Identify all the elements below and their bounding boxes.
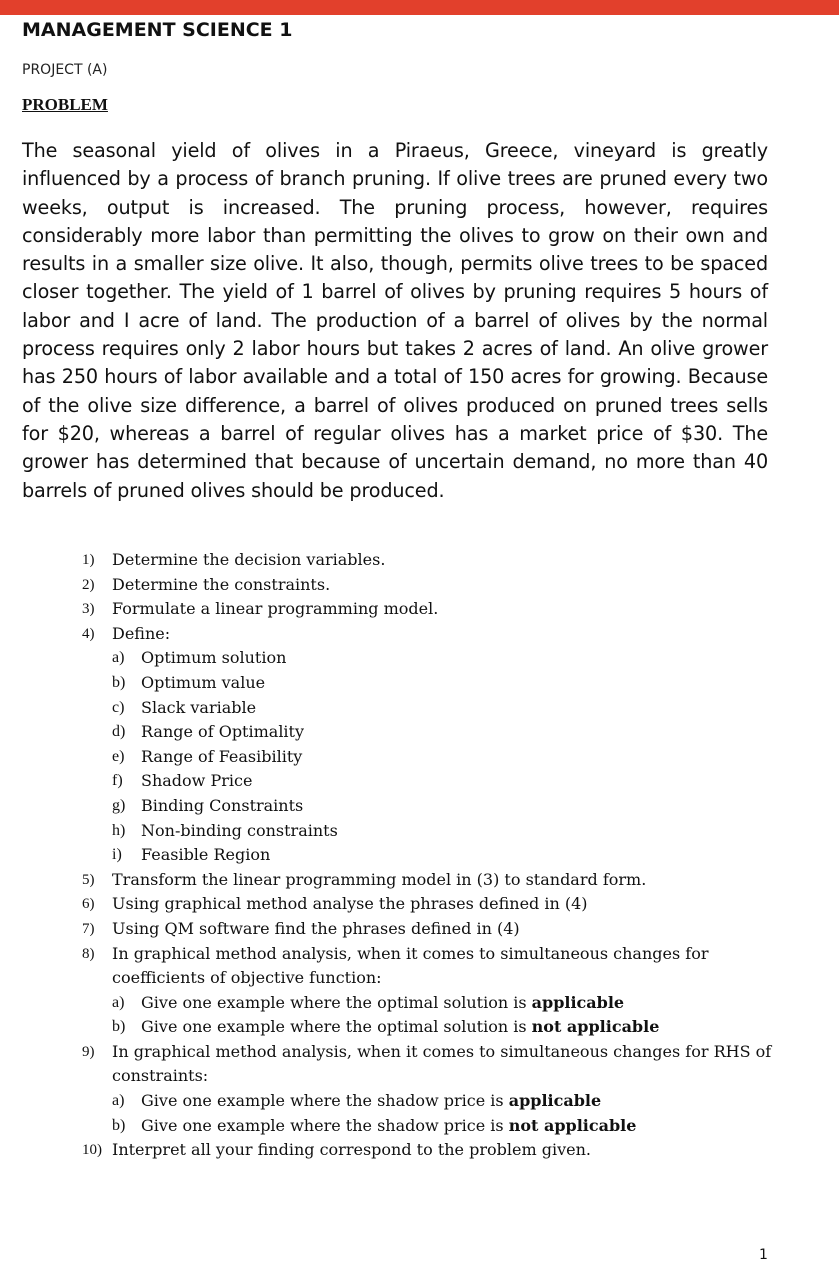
sub-question-label: b) <box>112 673 126 691</box>
sub-question-item <box>82 745 772 770</box>
question-item <box>82 917 772 942</box>
question-number: 5) <box>82 871 95 888</box>
sub-question-item <box>82 991 772 1016</box>
question-number: 1) <box>82 552 95 568</box>
sub-question-text: Optimum value <box>141 672 266 692</box>
sub-question-label: b) <box>112 1116 126 1134</box>
sub-question-item <box>82 769 772 794</box>
question-number: 3) <box>82 601 95 618</box>
question-item <box>82 1040 772 1089</box>
question-item <box>82 622 772 647</box>
sub-question-label: d) <box>112 723 126 741</box>
sub-question-label: e) <box>112 747 125 765</box>
sub-question-text: Range of Optimality <box>141 722 305 742</box>
sub-question-item <box>82 1114 772 1139</box>
sub-question-label: i) <box>112 846 122 864</box>
question-list <box>82 548 772 1163</box>
sub-question-label: a) <box>112 649 125 667</box>
question-number: 8) <box>82 945 95 962</box>
question-text: Transform the linear programming model in (3) to standard form. <box>112 869 647 889</box>
sub-question-label: h) <box>112 821 126 839</box>
sub-question-text: Shadow Price <box>141 771 253 791</box>
sub-question-label: a) <box>112 993 125 1011</box>
page-number: 1 <box>759 1247 768 1263</box>
sub-question-text: Give one example where the optimal solution is <box>141 992 532 1012</box>
question-item <box>82 573 772 598</box>
sub-question-item <box>82 1089 772 1114</box>
problem-paragraph: The seasonal yield of olives in a Piraeus, Greece, vineyard is greatly influenced by a process of branch pruning. If olive trees are pruned every two weeks, output is increased. The pruning process, however, requires considerably more labor than permitting the olives to grow on their own and results in a smaller size olive. It also, though, permits olive trees to be spaced closer together. The yield of 1 barrel of olives by pruning requires 5 hours of labor and I acre of land. The production of a barrel of olives by the normal process requires only 2 labor hours but takes 2 acres of land. An olive grower has 250 hours of labor available and a total of 150 acres for growing. Because of the olive size difference, a barrel of olives produced on pruned trees sells for $20, whereas a barrel of regular olives has a market price of $30. The grower has determined that because of uncertain demand, no more than 40 barrels of pruned olives should be produced. <box>22 139 768 502</box>
question-item <box>82 892 772 917</box>
sub-question-item <box>82 696 772 721</box>
sub-question-text: Give one example where the shadow price is <box>141 1091 509 1111</box>
question-text: Determine the constraints. <box>112 574 331 594</box>
document-title: MANAGEMENT SCIENCE 1 <box>22 19 293 41</box>
sub-question-item <box>82 843 772 868</box>
question-number: 7) <box>82 920 95 937</box>
sub-question-emphasis: not applicable <box>531 1017 660 1037</box>
project-label: PROJECT (A) <box>22 62 108 78</box>
question-text: Formulate a linear programming model. <box>112 599 439 619</box>
sub-question-text: Binding Constraints <box>141 795 304 815</box>
sub-question-label: g) <box>112 796 126 814</box>
sub-question-text: Range of Feasibility <box>141 746 303 766</box>
sub-question-item <box>82 1015 772 1040</box>
sub-question-item <box>82 720 772 745</box>
question-item <box>82 548 772 573</box>
sub-question-item <box>82 671 772 696</box>
question-number: 4) <box>82 625 95 642</box>
question-number: 6) <box>82 896 95 913</box>
question-text: In graphical method analysis, when it comes to simultaneous changes for RHS of constraints: <box>112 1041 772 1086</box>
question-text: Define: <box>112 623 171 643</box>
question-number: 9) <box>82 1043 95 1060</box>
question-text: Using QM software find the phrases defined in (4) <box>112 918 520 938</box>
sub-question-text: Non-binding constraints <box>141 820 338 840</box>
problem-heading: PROBLEM <box>22 95 108 114</box>
question-text: Using graphical method analyse the phrases defined in (4) <box>112 894 588 914</box>
sub-question-text: Give one example where the shadow price is <box>141 1115 509 1135</box>
question-item <box>82 597 772 622</box>
sub-question-label: c) <box>112 698 125 716</box>
sub-question-emphasis: applicable <box>508 1091 602 1111</box>
question-item <box>82 1138 772 1163</box>
sub-question-item <box>82 819 772 844</box>
question-item <box>82 942 772 991</box>
sub-question-text: Optimum solution <box>141 648 287 668</box>
question-item <box>82 868 772 893</box>
sub-question-label: a) <box>112 1092 125 1110</box>
sub-question-emphasis: applicable <box>531 992 625 1012</box>
sub-question-emphasis: not applicable <box>508 1115 637 1135</box>
sub-question-text: Slack variable <box>141 697 257 717</box>
sub-question-item <box>82 646 772 671</box>
question-number: 2) <box>82 576 95 593</box>
sub-question-item <box>82 794 772 819</box>
question-text: Interpret all your finding correspond to the problem given. <box>112 1140 591 1160</box>
header-accent-bar <box>0 0 839 15</box>
sub-question-label: f) <box>112 772 123 790</box>
sub-question-text: Give one example where the optimal solution is <box>141 1017 532 1037</box>
sub-question-label: b) <box>112 1018 126 1036</box>
sub-question-text: Feasible Region <box>141 845 271 865</box>
question-text: In graphical method analysis, when it comes to simultaneous changes for coefficients of objective function: <box>112 943 709 988</box>
question-text: Determine the decision variables. <box>112 550 386 569</box>
question-number: 10) <box>82 1142 102 1159</box>
